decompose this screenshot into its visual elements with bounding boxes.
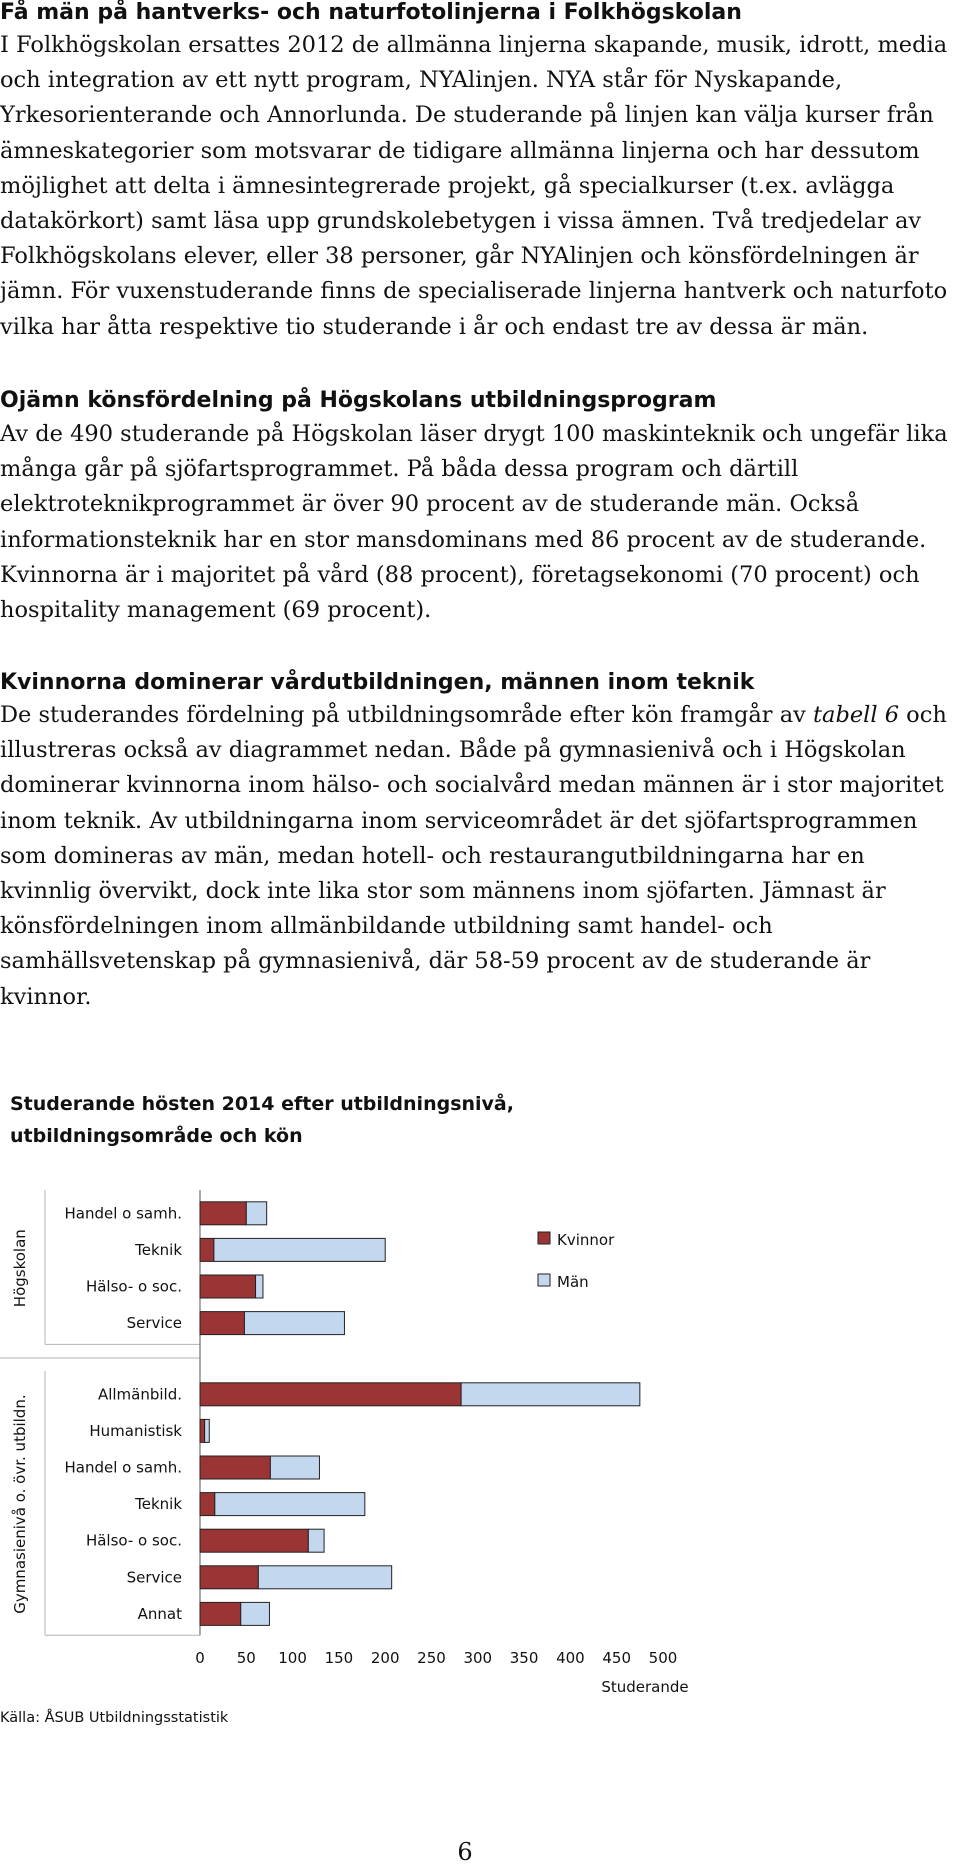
- category-label: Service: [126, 1314, 182, 1333]
- bar-man: [256, 1275, 263, 1298]
- category-label: Hälso- o soc.: [85, 1531, 182, 1550]
- bar-kvinnor: [200, 1456, 270, 1479]
- group-label: Gymnasienivå o. övr. utbildn.: [11, 1394, 29, 1614]
- chart-x-axis: [195, 1649, 688, 1696]
- x-tick-label: 450: [602, 1649, 632, 1668]
- bar-kvinnor: [200, 1202, 246, 1225]
- paragraph-hogskolan: Av de 490 studerande på Högskolan läser drygt 100 maskinteknik och ungefär lika många går på sjöfartsprogrammet. På båda dessa program och därtill elektroteknikprogrammet är över 90 procent av de studerande män. Också informationsteknik har en stor mansdominans med 86 procent av de studerande. Kvinnorna är i majoritet på vård (88 procent), företagsekonomi (70 procent) och hospitality management (69 procent).: [0, 421, 948, 624]
- chart-bars: [200, 1202, 640, 1626]
- x-tick-label: 50: [236, 1649, 256, 1668]
- chart-legend: [538, 1231, 615, 1291]
- x-tick-label: 100: [278, 1649, 307, 1668]
- x-tick-label: 250: [417, 1649, 446, 1668]
- bar-kvinnor: [200, 1238, 214, 1261]
- chart-group-labels: [11, 1229, 29, 1614]
- chart-title: [10, 1088, 514, 1152]
- category-label: Annat: [137, 1604, 182, 1623]
- chart-category-labels: [64, 1204, 182, 1623]
- legend-swatch-man: [538, 1274, 550, 1286]
- table-reference: tabell 6: [812, 702, 900, 728]
- bar-man: [215, 1493, 365, 1516]
- paragraph-folkhogskolan: I Folkhögskolan ersattes 2012 de allmänna linjerna skapande, musik, idrott, media och integration av ett nytt program, NYAlinjen. NYA står för Nyskapande, Yrkesorienterande och Annorlunda. De studerande på linjen kan välja kurser från ämneskategorier som motsvarar de tidigare allmänna linjerna och har dessutom möjlighet att delta i ämnesintegrerade projekt, gå specialkurser (t.ex. avlägga datakörkort) samt läsa upp grundskolebetygen i vissa ämnen. Två tredjedelar av Folkhögskolans elever, eller 38 personer, går NYAlinjen och könsfördelningen är jämn. För vuxenstuderande finns de specialiserade linjerna hantverk och naturfoto vilka har åtta respektive tio studerande i år och endast tre av dessa är män.: [0, 32, 948, 340]
- paragraph-text-start: De studerandes fördelning på utbildningsområde efter kön framgår av: [0, 702, 813, 728]
- category-label: Teknik: [135, 1240, 182, 1259]
- category-label: Service: [126, 1568, 182, 1587]
- bar-man: [244, 1312, 344, 1335]
- bar-man: [308, 1529, 324, 1552]
- bar-man: [241, 1602, 270, 1625]
- legend-swatch-kvinnor: [538, 1232, 550, 1244]
- bar-kvinnor: [200, 1419, 205, 1442]
- group-label: Högskolan: [11, 1229, 29, 1308]
- section-heading-hogskolan: Ojämn könsfördelning på Högskolans utbildningsprogram: [0, 388, 717, 413]
- section-heading-folkhogskolan: Få män på hantverks- och naturfotolinjerna i Folkhögskolan: [0, 0, 742, 25]
- x-tick-label: 300: [463, 1649, 493, 1668]
- stacked-bar-chart: [0, 1180, 960, 1700]
- chart-title-line-2: utbildningsområde och kön: [10, 1125, 303, 1147]
- bar-man: [246, 1202, 266, 1225]
- legend-label-man: Män: [557, 1273, 589, 1291]
- x-tick-label: 400: [556, 1649, 585, 1668]
- page-number: 6: [457, 1838, 473, 1866]
- bar-kvinnor: [200, 1275, 256, 1298]
- bar-man: [214, 1238, 385, 1261]
- bar-kvinnor: [200, 1493, 215, 1516]
- source-note: Källa: ÅSUB Utbildningsstatistik: [0, 1710, 229, 1726]
- x-tick-label: 200: [370, 1649, 400, 1668]
- bar-man: [461, 1383, 640, 1406]
- legend-label-kvinnor: Kvinnor: [557, 1231, 615, 1249]
- category-label: Hälso- o soc.: [85, 1277, 182, 1296]
- category-label: Handel o samh.: [64, 1204, 182, 1223]
- chart-title-line-1: Studerande hösten 2014 efter utbildningsnivå,: [10, 1093, 514, 1115]
- x-axis-title: Studerande: [601, 1678, 689, 1697]
- paragraph-vardutbildning: [0, 698, 960, 1015]
- category-label: Teknik: [135, 1495, 182, 1514]
- x-tick-label: 150: [324, 1649, 354, 1668]
- x-tick-label: 0: [195, 1649, 205, 1668]
- category-label: Humanistisk: [89, 1421, 182, 1440]
- section-heading-vardutbildning: Kvinnorna dominerar vårdutbildningen, männen inom teknik: [0, 670, 755, 695]
- bar-kvinnor: [200, 1602, 241, 1625]
- bar-kvinnor: [200, 1312, 244, 1335]
- bar-man: [258, 1566, 391, 1589]
- bar-kvinnor: [200, 1529, 308, 1552]
- category-label: Handel o samh.: [64, 1458, 182, 1477]
- x-tick-label: 500: [648, 1649, 678, 1668]
- x-tick-label: 350: [509, 1649, 539, 1668]
- bar-kvinnor: [200, 1566, 258, 1589]
- bar-kvinnor: [200, 1383, 461, 1406]
- bar-man: [205, 1419, 210, 1442]
- category-label: Allmänbild.: [97, 1385, 182, 1404]
- paragraph-text-end: och illustreras också av diagrammet nedan. Både på gymnasienivå och i Högskolan dominerar kvinnorna inom hälso- och socialvård medan männen är i stor majoritet inom teknik. Av utbildningarna inom serviceområdet är det sjöfartsprogrammen som domineras av män, medan hotell- och restaurangutbildningarna har en kvinnlig övervikt, dock inte lika stor som männens inom sjöfarten. Jämnast är könsfördelningen inom allmänbildande utbildning samt handel- och samhällsvetenskap på gymnasienivå, där 58-59 procent av de studerande är kvinnor.: [0, 702, 947, 1010]
- bar-man: [270, 1456, 319, 1479]
